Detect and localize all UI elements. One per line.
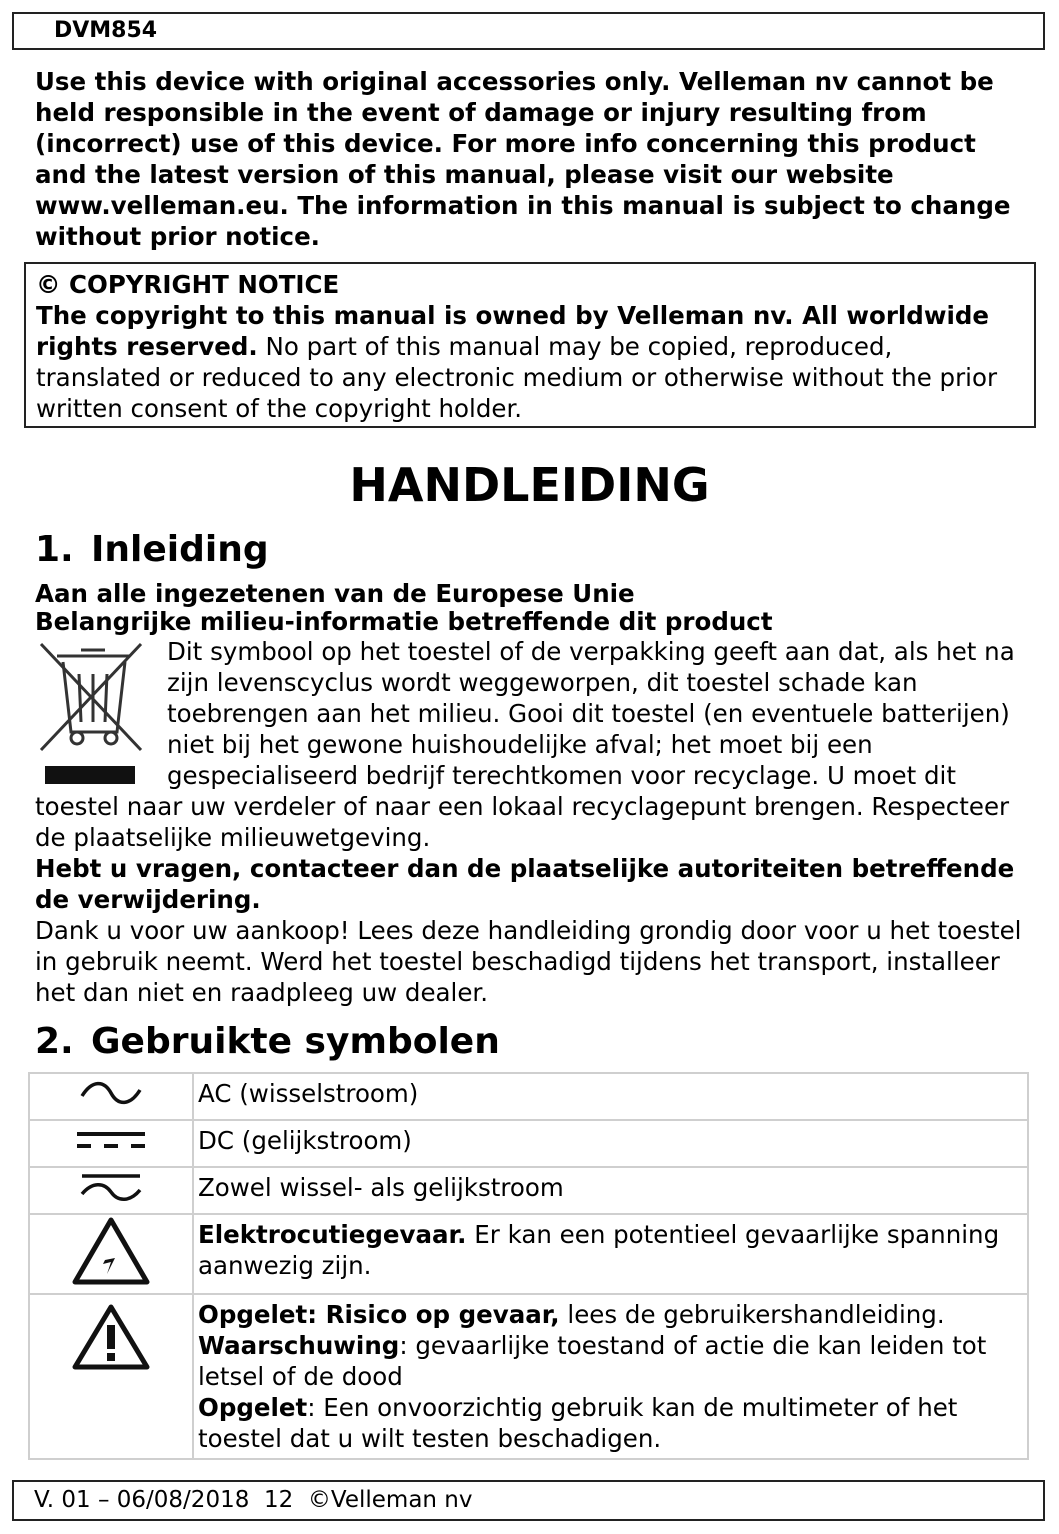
symbol-description: Opgelet: Risico op gevaar, lees de gebruikershandleiding. Waarschuwing: gevaarlijke toestand of actie die kan leiden tot letsel of de dood Opgelet: Een onvoorzichtig gebruik kan de multimeter of het toestel dat u wilt testen beschadigen. [193,1294,1028,1459]
intro-section [35,580,1025,1008]
symbol-description: AC (wisselstroom) [193,1073,1028,1120]
model-name: DVM854 [54,18,158,43]
symbols-table [28,1072,1029,1460]
section-1-title: Inleiding [91,529,269,570]
table-row [29,1294,1028,1459]
disclaimer-text: Use this device with original accessories only. Velleman nv cannot be held responsible in the event of damage or injury resulting from (incorrect) use of this device. For more info concerning this product and the latest version of this manual, please visit our website www.velleman.eu. The information in this manual is subject to change without prior notice. [35,67,1011,251]
section-1-number: 1. [35,529,74,570]
page-title: HANDLEIDING [349,458,710,512]
symbol-description: Elektrocutiegevaar. Er kan een potentieel gevaarlijke spanning aanwezig zijn. [193,1214,1028,1294]
page-footer [12,1480,1045,1521]
copyright-bold-text: The copyright to this manual is owned by Velleman nv. All worldwide rights reserved. [36,301,990,361]
thanks-paragraph: Dank u voor uw aankoop! Lees deze handleiding grondig door voor u het toestel in gebruik neemt. Werd het toestel beschadigd tijdens het transport, installeer het dan niet en raadpleeg uw dealer. [35,916,1022,1007]
crossed-out-wheelie-bin-icon [35,640,151,790]
ac-sine-wave-icon [76,1078,146,1108]
section-2-number: 2. [35,1021,74,1062]
footer-copyright: ©Velleman nv [307,1487,473,1513]
copyright-body [36,300,1024,424]
eu-residents-subheading: Aan alle ingezetenen van de Europese Unie [35,579,635,608]
weee-paragraph: Dit symbool op het toestel of de verpakking geeft aan dat, als het na zijn levenscyclus wordt weggeworpen, dit toestel schade kan toebrengen aan het milieu. Gooi dit toestel (en eventuele batterijen) niet bij het gewone huishoudelijke afval; het moet bij een gespecialiseerd bedrijf terechtkomen voor recyclage. U moet dit toestel naar uw verdeler of naar een lokaal recyclagepunt brengen. Respecteer de plaatselijke milieuwetgeving. [35,637,1015,852]
table-row [29,1214,1028,1294]
footer-version: V. 01 – 06/08/2018 [34,1487,250,1513]
symbol-cell [29,1073,193,1120]
copyright-notice [24,262,1036,428]
symbol-cell [29,1120,193,1167]
symbol-cell [29,1214,193,1294]
table-row [29,1073,1028,1120]
symbol-cell [29,1167,193,1214]
symbol-description: DC (gelijkstroom) [193,1120,1028,1167]
questions-paragraph: Hebt u vragen, contacteer dan de plaatselijke autoriteiten betreffende de verwijdering. [35,854,1015,914]
model-header [12,12,1045,50]
environment-subheading: Belangrijke milieu-informatie betreffende dit product [35,607,773,636]
table-row [29,1120,1028,1167]
section-2-title: Gebruikte symbolen [91,1021,500,1062]
symbol-description: Zowel wissel- als gelijkstroom [193,1167,1028,1214]
section-2-heading [35,1020,500,1064]
section-1-heading [35,528,269,572]
table-row [29,1167,1028,1214]
footer-page-number: 12 [263,1487,294,1513]
dc-lines-icon [73,1127,149,1153]
copyright-heading: © COPYRIGHT NOTICE [36,270,340,299]
copyright-text: No part of this manual may be copied, reproduced, translated or reduced to any electronic medium or otherwise without the prior written consent of the copyright holder. [36,332,998,423]
symbol-cell [29,1294,193,1459]
caution-exclamation-icon [71,1303,151,1371]
ac-dc-icon [76,1170,146,1204]
electrocution-warning-icon [71,1216,151,1286]
